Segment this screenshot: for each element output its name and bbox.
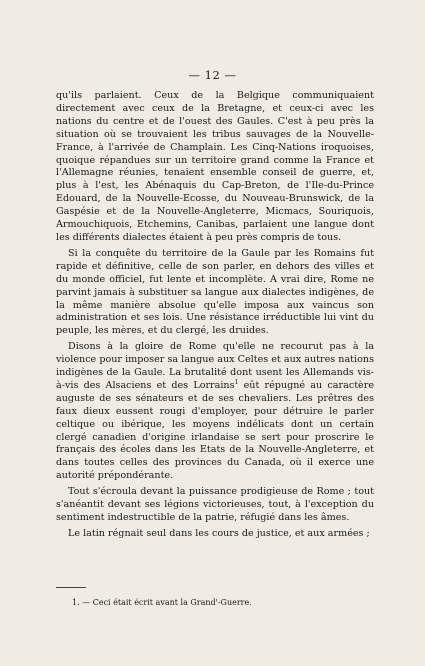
footnote-reference: 1 <box>234 378 239 386</box>
paragraph-4: Tout s'écroula devant la puissance prodigieuse de Rome ; tout s'anéantit devant ses légions victorieuses, tout, à l'exception du sentiment indestructible de la patrie, réfugié dans les âmes. <box>56 486 374 523</box>
paragraph-5: Le latin régnait seul dans les cours de justice, et aux armées ; <box>68 527 370 539</box>
paragraph-1: qu'ils parlaient. Ceux de la Belgique communiquaient directement avec ceux de la Bretagne, et ceux-ci avec les nations du centre et de l'ouest des Gaules. C'est à peu près la situation où se trouvaient les tribus sauvages de la Nouvelle-France, à l'arrivée de Champlain. Les Cinq-Nations iroquoises, quoique répandues sur un territoire grand comme la France et l'Allemagne réunies, tenaient ensemble conseil de guerre, et, plus à l'est, les Abénaquis du Cap-Breton, de l'Ile-du-Prince Edouard, de la Nouvelle-Ecosse, du Nouveau-Brunswick, de la Gaspésie et de la Nouvelle-Angleterre, Micmacs, Souriquois, Armouchiquois, Etchemins, Canibas, parlaient une langue dont les différents dialectes étaient à peu près compris de tous. <box>56 90 374 243</box>
paragraph-2: Si la conquête du territoire de la Gaule par les Romains fut rapide et définitive, celle de son parler, en dehors des villes et du monde officiel, fut lente et incomplète. A vrai dire, Rome ne parvint jamais à substituer sa langue aux dialectes indigènes, de la même manière absolue qu'elle imposa aux vaincus son administration et ses lois. Une résistance irréductible lui vint du peuple, les mères, et du clergé, les druides. <box>56 247 374 337</box>
footnote-divider <box>56 587 86 588</box>
paragraph-3-text-b: eût répugné au caractère auguste de ses sénateurs et de ses chevaliers. Les prêtres des faux dieux eussent rougi d'employer, pour détruire le parler celtique ou ibérique, les moyens indélicats dont un certain clergé canadien d'origine irlandaise se sert pour proscrire le français des écoles dans les Etats de la Nouvelle-Angleterre, et dans toutes celles des provinces du Canada, où il exerce une autorité prépondérante. <box>56 379 374 482</box>
paragraph-3 <box>56 341 374 483</box>
body-text <box>56 90 374 544</box>
paragraph-3-text-a: Disons à la gloire de Rome qu'elle ne recourut pas à la violence pour imposer sa langue aux Celtes et aux autres nations indigènes de la Gaule. La brutalité dont usent les Allemands vis-à-vis des Alsaciens et des Lorrains <box>56 341 374 391</box>
footnote: 1. — Ceci était écrit avant la Grand'-Guerre. <box>72 598 252 607</box>
page-number: — 12 — <box>188 68 237 82</box>
